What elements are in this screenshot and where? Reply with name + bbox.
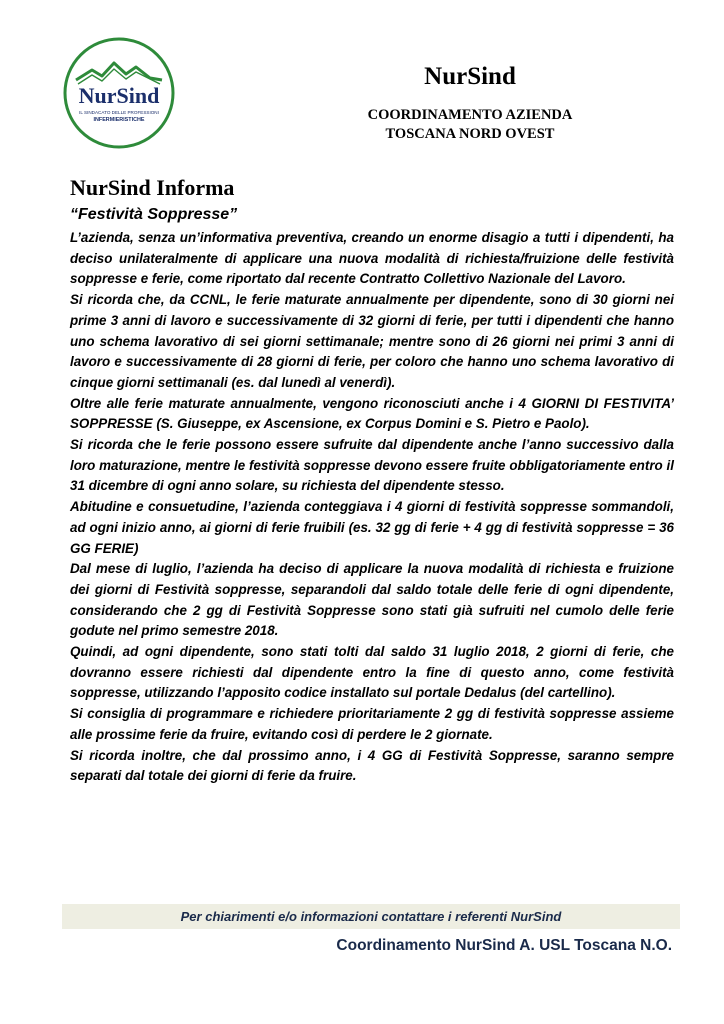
nursind-logo — [62, 36, 176, 150]
logo-tagline-2: INFERMIERISTICHE — [93, 117, 145, 123]
paragraph: L’azienda, senza un’informativa preventiva, creando un enorme disagio a tutti i dipendenti, ha deciso unilateralmente di applicare una nuova modalità di richiesta/fruizione delle festività soppresse e ferie, come riportato dal recente Contratto Collettivo Nazionale del Lavoro. — [70, 230, 674, 287]
footer-signature: Coordinamento NurSind A. USL Toscana N.O. — [336, 937, 672, 954]
document-title: NurSind Informa — [70, 175, 235, 200]
org-subtitle — [330, 106, 610, 144]
logo-brand: NurSind — [78, 83, 160, 108]
paragraph: Si ricorda che, da CCNL, le ferie maturate annualmente per dipendente, sono di 30 giorni nei prime 3 anni di lavoro e successivamente di 32 giorni di ferie, per tutti i dipendenti che hanno uno schema lavorativo di sei giorni settimanale; mentre sono di 26 giorni nei primi 3 anni di lavoro e successivamente di 28 giorni di ferie, per coloro che hanno uno schema lavorativo di cinque giorni settimanali (es. dal lunedì al venerdì). — [70, 292, 674, 390]
logo-tagline-1: IL SINDACATO DELLE PROFESSIONI — [79, 110, 159, 115]
document-subtitle: “Festività Soppresse” — [70, 206, 238, 223]
org-subtitle-line-1: COORDINAMENTO AZIENDA — [367, 107, 573, 123]
org-name: NurSind — [424, 63, 516, 90]
paragraph: Quindi, ad ogni dipendente, sono stati tolti dal saldo 31 luglio 2018, 2 giorni di ferie, che dovranno essere richiesti dal dipendente entro la fine di questo anno, come festività soppresse, utilizzando l’apposito codice installato sul portale Dedalus (del cartellino). — [70, 644, 674, 701]
paragraph: Abitudine e consuetudine, l’azienda conteggiava i 4 giorni di festività soppresse sommandoli, ad ogni inizio anno, ai giorni di ferie fruibili (es. 32 gg di ferie + 4 gg di festività soppresse = 36 GG FERIE) — [70, 499, 674, 556]
paragraph: Oltre alle ferie maturate annualmente, vengono riconosciuti anche i 4 GIORNI DI FESTIVITA’ SOPPRESSE (S. Giuseppe, ex Ascensione, ex Corpus Domini e S. Pietro e Paolo). — [70, 395, 674, 432]
paragraph: Dal mese di luglio, l’azienda ha deciso di applicare la nuova modalità di richiesta e fruizione dei giorni di Festività soppresse, separandoli dal saldo totale delle ferie di ogni dipendente, considerando che 2 gg di Festività Soppresse sono stati già sufruiti nel cumolo delle ferie godute nel primo semestre 2018. — [70, 561, 674, 639]
contact-note: Per chiarimenti e/o informazioni contattare i referenti NurSind — [62, 904, 680, 929]
org-subtitle-line-2: TOSCANA NORD OVEST — [385, 126, 555, 142]
document-body — [70, 228, 674, 787]
paragraph: Si ricorda inoltre, che dal prossimo anno, i 4 GG di Festività Soppresse, saranno sempre separati dal totale dei giorni di ferie da fruire. — [70, 747, 674, 784]
paragraph: Si consiglia di programmare e richiedere prioritariamente 2 gg di festività soppresse assieme alle prossime ferie da fruire, evitando così di perdere le 2 giornate. — [70, 706, 674, 742]
paragraph: Si ricorda che le ferie possono essere sufruite dal dipendente anche l’anno successivo dalla loro maturazione, mentre le festività soppresse devono essere fruite obbligatoriamente entro il 31 dicembre di ogni anno solare, su richiesta del dipendente stesso. — [70, 437, 674, 494]
